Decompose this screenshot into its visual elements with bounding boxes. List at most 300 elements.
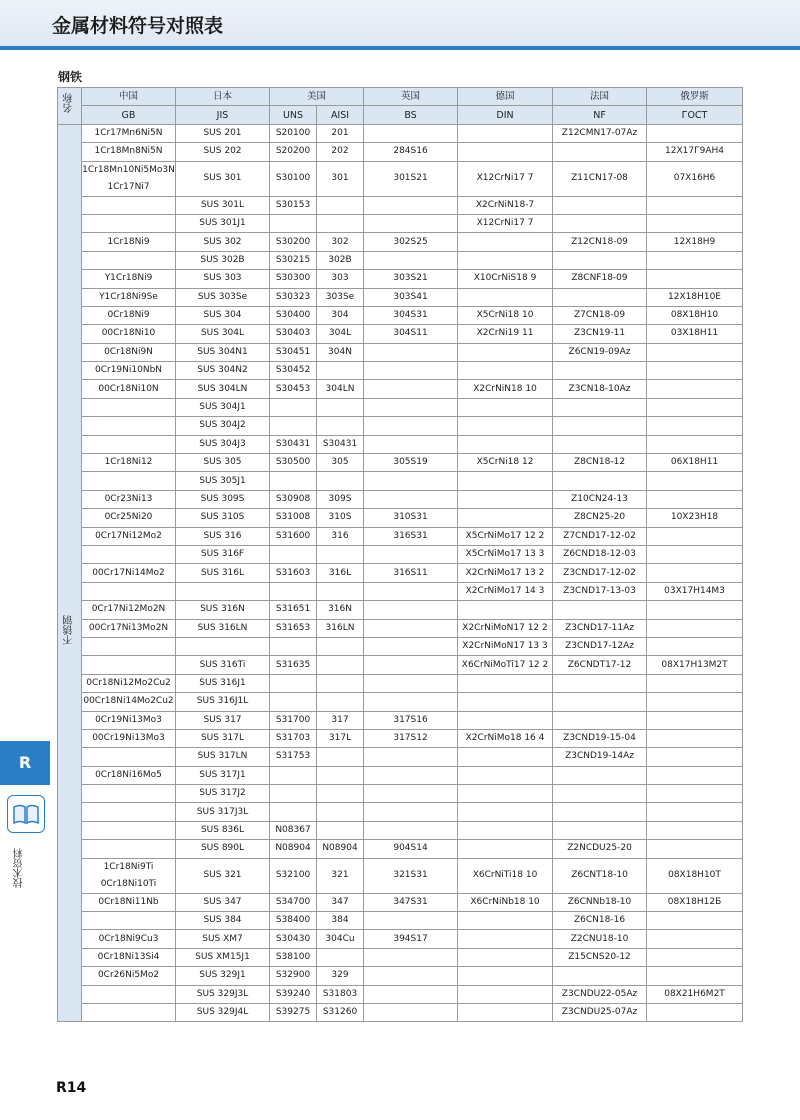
table-cell: 12X18H10E [647,288,743,306]
table-cell: 03X18H11 [647,325,743,343]
table-cell [647,124,743,142]
table-cell: 1Cr18Mn8Ni5N [82,143,176,161]
table-cell [458,967,553,985]
table-cell [317,362,364,380]
table-cell: Z3CN18-10Az [553,380,647,398]
table-cell: Z3CND17-12Az [553,637,647,655]
cell-line: 0Cr18Ni10Ti [100,878,157,889]
table-cell [553,803,647,821]
table-cell: Z3CND19-15-04 [553,729,647,747]
table-cell: S30431 [317,435,364,453]
table-cell [317,821,364,839]
table-cell: 304S31 [364,306,458,324]
table-cell [553,251,647,269]
table-cell [458,490,553,508]
table-row [58,288,743,306]
table-cell [317,545,364,563]
table-cell: 00Cr19Ni13Mo3 [82,729,176,747]
table-cell: S38100 [270,948,317,966]
table-row [58,270,743,288]
table-cell [458,362,553,380]
table-cell: SUS 302 [176,233,270,251]
table-cell: Z2CNU18-10 [553,930,647,948]
page-number: R14 [56,1080,87,1096]
table-cell: 317L [317,729,364,747]
table-cell [458,601,553,619]
table-cell: S31603 [270,564,317,582]
country-header: 中国 [82,88,176,106]
table-cell [647,251,743,269]
table-cell: SUS 317 [176,711,270,729]
table-cell: 08X18H10T [647,858,743,893]
table-cell [317,656,364,674]
table-cell: S30452 [270,362,317,380]
table-cell [458,1003,553,1021]
table-row [58,343,743,361]
table-cell [82,1003,176,1021]
table-row [58,748,743,766]
table-cell: 07X16H6 [647,161,743,196]
table-cell [553,398,647,416]
table-row [58,785,743,803]
table-cell: X5CrNiMo17 12 2 [458,527,553,545]
table-row [58,380,743,398]
table-cell [553,472,647,490]
table-cell: SUS 329J4L [176,1003,270,1021]
table-cell [364,985,458,1003]
table-cell: S30908 [270,490,317,508]
cell-line: 1Cr18Ni9Ti [103,861,154,872]
table-cell: 329 [317,967,364,985]
table-cell: 1Cr18Ni12 [82,454,176,472]
steel-symbol-table [57,87,743,1022]
table-cell: 00Cr17Ni13Mo2N [82,619,176,637]
table-cell [458,674,553,692]
table-cell: S32100 [270,858,317,893]
table-cell [553,766,647,784]
table-cell [317,785,364,803]
name-header: 名称 [58,88,82,125]
table-cell: S31651 [270,601,317,619]
table-cell: Z3CND19-14Az [553,748,647,766]
table-cell [364,766,458,784]
table-row [58,214,743,232]
table-cell: S30100 [270,161,317,196]
table-cell: 305S19 [364,454,458,472]
table-cell: SUS 836L [176,821,270,839]
cell-line: 1Cr17Ni7 [107,181,150,192]
table-cell: 304LN [317,380,364,398]
table-cell [458,233,553,251]
table-cell: Z3CN19-11 [553,325,647,343]
table-cell: X6CrNiMoTi17 12 2 [458,656,553,674]
table-cell [317,766,364,784]
table-cell: 310S31 [364,509,458,527]
table-cell: Z8CN25-20 [553,509,647,527]
table-cell [364,637,458,655]
table-cell: 12X17Г9AH4 [647,143,743,161]
table-cell: SUS 301J1 [176,214,270,232]
table-cell [317,674,364,692]
table-cell: 304Cu [317,930,364,948]
table-cell [317,417,364,435]
table-cell [82,161,176,196]
table-cell: X12CrNi17 7 [458,161,553,196]
table-cell: 0Cr23Ni13 [82,490,176,508]
table-cell: SUS 317LN [176,748,270,766]
table-cell [647,435,743,453]
table-cell: 0Cr18Ni9N [82,343,176,361]
table-cell: SUS 329J3L [176,985,270,1003]
table-cell [458,785,553,803]
table-cell: S30403 [270,325,317,343]
book-icon [7,795,45,833]
standard-header: DIN [458,106,553,124]
table-cell [553,417,647,435]
table-cell [647,601,743,619]
table-cell [647,398,743,416]
table-cell [317,948,364,966]
table-cell [647,930,743,948]
table-cell [317,582,364,600]
table-cell [82,858,176,893]
table-cell [458,930,553,948]
table-cell [364,674,458,692]
table-cell: X2CrNiMoN17 12 2 [458,619,553,637]
table-cell [647,545,743,563]
table-cell [647,196,743,214]
table-cell [647,967,743,985]
table-cell [317,748,364,766]
table-cell: 309S [317,490,364,508]
table-cell [364,821,458,839]
table-cell: S39275 [270,1003,317,1021]
table-row [58,674,743,692]
table-cell: 06X18H11 [647,454,743,472]
table-cell: SUS 201 [176,124,270,142]
table-cell: S30153 [270,196,317,214]
table-cell [458,143,553,161]
table-cell: 0Cr18Ni16Mo5 [82,766,176,784]
table-cell: 301S21 [364,161,458,196]
table-cell: 00Cr18Ni14Mo2Cu2 [82,693,176,711]
table-cell: Z3CND17-13-03 [553,582,647,600]
standard-header: AISI [317,106,364,124]
table-cell [553,288,647,306]
table-row [58,912,743,930]
table-cell [82,637,176,655]
table-row [58,693,743,711]
table-cell [270,693,317,711]
table-cell [458,509,553,527]
table-cell [553,711,647,729]
table-cell: S30200 [270,233,317,251]
standard-header: BS [364,106,458,124]
standard-header: ГОСТ [647,106,743,124]
table-body [58,124,743,1022]
table-cell: S31703 [270,729,317,747]
table-cell: X2CrNiMo18 16 4 [458,729,553,747]
table-cell [82,821,176,839]
table-cell [364,948,458,966]
table-cell: S30431 [270,435,317,453]
table-cell [364,196,458,214]
table-cell: 08X21H6M2T [647,985,743,1003]
table-cell [553,693,647,711]
table-cell: 321S31 [364,858,458,893]
table-cell: Z8CNF18-09 [553,270,647,288]
table-cell: Z12CN18-09 [553,233,647,251]
table-cell [458,840,553,858]
table-cell [647,270,743,288]
table-cell: 316N [317,601,364,619]
table-cell: 202 [317,143,364,161]
table-cell [553,196,647,214]
table-cell [82,545,176,563]
table-cell: 0Cr19Ni10NbN [82,362,176,380]
table-cell: 310S [317,509,364,527]
table-cell [176,582,270,600]
table-cell [270,803,317,821]
table-cell [553,601,647,619]
table-cell: X2CrNiN18 10 [458,380,553,398]
table-cell [458,711,553,729]
table-cell: S30215 [270,251,317,269]
table-cell: SUS 316LN [176,619,270,637]
table-cell: SUS 310S [176,509,270,527]
table-cell: S30500 [270,454,317,472]
table-cell [82,748,176,766]
table-cell [364,435,458,453]
table-cell: SUS 202 [176,143,270,161]
table-cell: 316 [317,527,364,545]
table-cell: S31803 [317,985,364,1003]
table-cell [647,472,743,490]
table-row [58,454,743,472]
table-cell: SUS 303 [176,270,270,288]
table-cell: 0Cr17Ni12Mo2 [82,527,176,545]
table-cell [270,472,317,490]
table-cell [458,985,553,1003]
table-cell: 12X18H9 [647,233,743,251]
table-cell [458,748,553,766]
table-cell [553,674,647,692]
table-cell: SUS 301 [176,161,270,196]
table-cell [270,637,317,655]
table-cell: 316L [317,564,364,582]
table-cell: X2CrNiMo17 13 2 [458,564,553,582]
table-cell: 10X23H18 [647,509,743,527]
table-cell: 08X18H12Б [647,893,743,911]
table-cell: SUS 321 [176,858,270,893]
table-cell: Z11CN17-08 [553,161,647,196]
table-cell: X6CrNiTi18 10 [458,858,553,893]
table-cell: 303S41 [364,288,458,306]
table-cell [364,748,458,766]
table-cell [458,398,553,416]
table-cell [317,196,364,214]
table-cell: SUS 890L [176,840,270,858]
table-cell [553,785,647,803]
table-cell: Z6CN19-09Az [553,343,647,361]
table-cell: 0Cr18Ni13Si4 [82,948,176,966]
table-cell: Z15CNS20-12 [553,948,647,966]
table-cell: 394S17 [364,930,458,948]
table-row [58,582,743,600]
table-cell [647,490,743,508]
table-row [58,840,743,858]
table-cell: SUS 304LN [176,380,270,398]
table-cell: S31635 [270,656,317,674]
table-cell [647,766,743,784]
table-cell: SUS 304N2 [176,362,270,380]
table-cell: 302 [317,233,364,251]
table-cell: SUS 316 [176,527,270,545]
table-cell [647,637,743,655]
sidebar-vertical-label: 技术资料 [14,848,25,888]
table-cell: S32900 [270,967,317,985]
table-cell [364,693,458,711]
table-cell [364,912,458,930]
table-cell: S30451 [270,343,317,361]
table-cell [364,472,458,490]
table-cell: SUS 305J1 [176,472,270,490]
table-cell: 301 [317,161,364,196]
country-header: 法国 [553,88,647,106]
table-cell: X5CrNi18 10 [458,306,553,324]
table-cell: SUS 317J1 [176,766,270,784]
table-cell: S31753 [270,748,317,766]
table-cell [647,840,743,858]
table-row [58,161,743,196]
table-cell: SUS 316Ti [176,656,270,674]
table-cell [82,398,176,416]
table-cell: 0Cr26Ni5Mo2 [82,967,176,985]
table-cell: SUS 303Se [176,288,270,306]
table-cell: 1Cr18Ni9 [82,233,176,251]
table-row [58,1003,743,1021]
table-cell [364,251,458,269]
table-cell [317,693,364,711]
table-cell [82,582,176,600]
table-row [58,435,743,453]
table-row [58,637,743,655]
table-cell: SUS 317J3L [176,803,270,821]
table-cell [364,380,458,398]
table-cell [364,398,458,416]
table-cell [647,619,743,637]
table-cell [82,214,176,232]
table-cell [458,948,553,966]
table-cell: Z6CN18-16 [553,912,647,930]
table-cell: 347S31 [364,893,458,911]
table-cell: Z8CN18-12 [553,454,647,472]
table-cell: 302S25 [364,233,458,251]
table-cell [364,124,458,142]
table-cell [458,343,553,361]
table-cell [647,527,743,545]
table-cell: SUS 316J1L [176,693,270,711]
table-cell [82,472,176,490]
table-row [58,985,743,1003]
table-cell: X5CrNiMo17 13 3 [458,545,553,563]
table-row [58,233,743,251]
table-cell [317,472,364,490]
table-cell [647,362,743,380]
table-cell: N08904 [317,840,364,858]
table-cell: X12CrNi17 7 [458,214,553,232]
table-cell: 0Cr18Ni9 [82,306,176,324]
table-cell [553,214,647,232]
table-row [58,601,743,619]
table-cell: 0Cr18Ni11Nb [82,893,176,911]
table-cell: Z6CNDT17-12 [553,656,647,674]
table-row [58,766,743,784]
country-header: 美国 [270,88,364,106]
table-cell [364,362,458,380]
section-label: 钢铁 [58,70,83,84]
table-cell: SUS XM7 [176,930,270,948]
table-cell [647,214,743,232]
table-row [58,124,743,142]
table-row [58,490,743,508]
table-cell: S20100 [270,124,317,142]
table-cell: SUS 316N [176,601,270,619]
table-cell: Z7CND17-12-02 [553,527,647,545]
table-row [58,362,743,380]
table-cell: S30300 [270,270,317,288]
table-cell: 284S16 [364,143,458,161]
table-cell [82,196,176,214]
table-cell: Z3CND17-12-02 [553,564,647,582]
table-row [58,656,743,674]
table-row [58,858,743,893]
table-cell: 304N [317,343,364,361]
table-cell [553,435,647,453]
table-cell: 347 [317,893,364,911]
table-cell: SUS 302B [176,251,270,269]
table-cell: 0Cr18Ni9Cu3 [82,930,176,948]
table-cell: 316S11 [364,564,458,582]
table-cell: Z3CNDU22-05Az [553,985,647,1003]
table-row [58,325,743,343]
table-cell [647,343,743,361]
table-cell [317,214,364,232]
table-cell [364,656,458,674]
table-cell [364,803,458,821]
table-cell: S30430 [270,930,317,948]
table-cell: S20200 [270,143,317,161]
section-tab-r[interactable]: R [0,741,50,785]
cell-line: 1Cr18Mn10Ni5Mo3N [82,164,175,175]
table-cell: 0Cr25Ni20 [82,509,176,527]
table-row [58,527,743,545]
table-cell [553,143,647,161]
table-cell [647,417,743,435]
table-cell: SUS 329J1 [176,967,270,985]
table-cell: X2CrNiMo17 14 3 [458,582,553,600]
table-cell: Y1Cr18Ni9Se [82,288,176,306]
table-cell: S31600 [270,527,317,545]
table-cell: N08367 [270,821,317,839]
standard-header: JIS [176,106,270,124]
table-cell: S30323 [270,288,317,306]
standard-header: NF [553,106,647,124]
standard-header: GB [82,106,176,124]
table-cell [270,545,317,563]
table-cell: X2CrNiN18-7 [458,196,553,214]
table-cell: 302B [317,251,364,269]
